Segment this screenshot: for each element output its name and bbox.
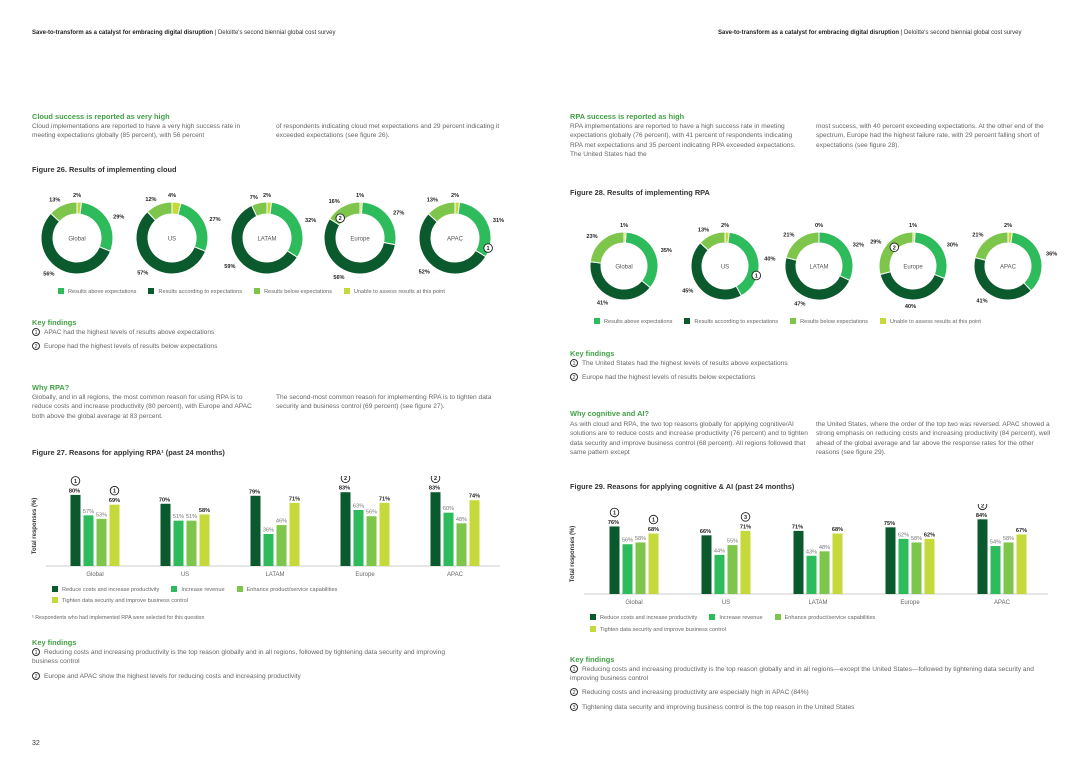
marker-number: 1	[754, 273, 758, 280]
legend-item	[709, 615, 762, 621]
donut-slice	[1011, 232, 1042, 291]
key-finding-item	[570, 359, 1030, 368]
donut-value-label: 57%	[137, 270, 149, 277]
bar-value-label: 71%	[378, 496, 391, 503]
donut-value-label: 27%	[393, 210, 405, 217]
bar-value-label: 69%	[108, 498, 121, 505]
bar-value-label: 57%	[82, 508, 95, 515]
key-finding-item	[32, 328, 492, 337]
why-cognitive-body-col1: As with cloud and RPA, the two top reasons globally for applying cognitive/AI solutions are to reduce costs and increase productivity (76 percent) and to tighten data security and improve business control (68 percent). All regions followed that same pattern except	[570, 421, 808, 457]
bar-value-label: 63%	[352, 503, 365, 510]
legend-label: Results according to expectations	[694, 319, 779, 325]
donut-value-label: 27%	[209, 216, 221, 223]
donut-value-label: 59%	[224, 263, 236, 270]
finding-number: 1	[32, 328, 40, 336]
bar-value-label: 58%	[1002, 535, 1015, 542]
key-finding-item	[570, 373, 1030, 382]
legend-item	[148, 289, 242, 295]
legend-label: Results below expectations	[800, 319, 868, 325]
legend-swatch	[171, 586, 177, 592]
x-tick-label: Europe	[355, 572, 375, 578]
bar-value-label: 53%	[95, 512, 108, 519]
bar-value-label: 62%	[923, 532, 936, 539]
bar-value-label: 74%	[468, 493, 481, 500]
bar-value-label: 80%	[68, 488, 81, 495]
finding-number: 2	[570, 373, 578, 381]
donut-value-label: 2%	[72, 193, 82, 199]
legend-swatch	[590, 614, 596, 620]
finding-text: Europe had the highest levels of results below expectations	[582, 374, 756, 381]
bar-value-label: 84%	[975, 512, 988, 519]
finding-number: 1	[570, 665, 578, 673]
finding-number: 1	[32, 648, 40, 656]
header-separator: |	[214, 30, 217, 36]
donut-center-label: Global	[68, 236, 86, 243]
bar	[1017, 534, 1027, 594]
x-tick-label: LATAM	[265, 572, 285, 578]
donut-value-label: 41%	[596, 300, 609, 307]
running-header	[718, 30, 1022, 36]
bar-value-label: 83%	[428, 485, 441, 492]
donut-value-label: 1%	[355, 193, 365, 199]
why-cognitive-body-col2: the United States, where the order of the top two was reversed. APAC showed a strong emphasis on reducing costs and increasing productivity (84 percent), well ahead of the global average and far above the response rates for the other reasons (see figure 29).	[816, 421, 1051, 457]
donut-value-label: 2%	[1003, 223, 1013, 229]
donut-center-label: Europe	[903, 264, 923, 271]
bar-value-label: 68%	[647, 527, 660, 534]
cloud-body-col1: Cloud implementations are reported to have a very high success rate in meeting expectations globally (85 percent), with 56 percent	[32, 123, 241, 140]
donut-slice	[625, 232, 658, 288]
finding-text: Europe and APAC show the highest levels for reducing costs and increasing productivity	[44, 673, 301, 680]
finding-number: 1	[570, 359, 578, 367]
bar-value-label: 51%	[172, 514, 185, 521]
donut-value-label: 23%	[586, 233, 598, 240]
x-tick-label: US	[180, 572, 190, 578]
bar-value-label: 60%	[442, 506, 455, 513]
donut-value-label: 2%	[720, 223, 730, 229]
legend-swatch	[590, 626, 596, 632]
bar	[431, 492, 441, 566]
finding-number: 2	[570, 688, 578, 696]
bar	[470, 500, 480, 566]
legend-label: Tighten data security and improve business control	[600, 627, 727, 633]
donut-value-label: 35%	[660, 248, 672, 255]
bar	[728, 545, 738, 594]
donut-value-label: 29%	[870, 239, 882, 246]
bar-value-label: 46%	[275, 518, 288, 525]
donut-center-label: LATAM	[257, 236, 277, 243]
marker-number: 1	[73, 478, 78, 485]
legend-label: Unable to assess results at this point	[353, 289, 445, 295]
legend-label: Increase revenue	[719, 615, 763, 621]
figure26-donut-chart	[30, 188, 510, 284]
bar	[991, 546, 1001, 594]
bar-value-label: 55%	[726, 538, 739, 545]
marker-number: 3	[743, 514, 748, 521]
bar-value-label: 66%	[699, 528, 712, 535]
bar-value-label: 71%	[791, 524, 804, 531]
key-finding-item	[32, 648, 452, 667]
bar	[264, 534, 274, 566]
legend-item	[880, 319, 981, 325]
y-axis-label: Total responses (%)	[32, 497, 38, 555]
bar	[715, 555, 725, 594]
bar-value-label: 48%	[455, 516, 468, 523]
bar	[899, 539, 909, 594]
marker-number: 2	[433, 476, 438, 483]
key-findings-heading: Key findings	[32, 638, 77, 647]
donut-value-label: 32%	[852, 242, 864, 249]
legend-label: Tighten data security and improve business control	[62, 598, 189, 604]
bar	[636, 542, 646, 594]
bar	[702, 535, 712, 594]
legend-swatch	[684, 318, 690, 324]
bar	[251, 496, 261, 566]
bar	[1004, 542, 1014, 594]
legend-item	[594, 319, 672, 325]
donut-value-label: 2%	[450, 193, 460, 199]
bar-value-label: 70%	[158, 497, 171, 504]
bar-value-label: 76%	[607, 519, 620, 526]
donut-value-label: 47%	[794, 301, 806, 308]
donut-center-label: Europe	[350, 236, 370, 243]
donut-value-label: 1%	[908, 223, 918, 229]
bar	[649, 534, 659, 594]
header-title: Save-to-transform as a catalyst for embracing digital disruption	[718, 30, 900, 36]
key-finding-item	[570, 665, 1060, 684]
bar	[84, 515, 94, 566]
donut-value-label: 40%	[904, 303, 917, 310]
bar-value-label: 56%	[621, 537, 634, 544]
donut-value-label: 21%	[783, 232, 795, 239]
bar-value-label: 58%	[910, 535, 923, 542]
bar	[187, 521, 197, 566]
donut-value-label: 12%	[145, 196, 157, 203]
marker-number: 2	[343, 476, 348, 483]
bar	[161, 504, 171, 566]
legend-item	[775, 615, 876, 621]
cloud-heading: Cloud success is reported as very high	[32, 112, 170, 121]
bar-value-label: 67%	[1015, 527, 1028, 534]
legend-item	[790, 319, 868, 325]
legend-item	[237, 587, 338, 593]
bar-value-label: 56%	[365, 509, 378, 516]
donut-slice	[880, 272, 945, 300]
why-rpa-body-col1: Globally, and in all regions, the most common reason for using RPA is to reduce costs and increase productivity (80 percent), with Europe and APAC both above the global average at 83 percent.	[32, 394, 252, 420]
finding-number: 3	[570, 703, 578, 711]
legend-swatch	[344, 288, 350, 294]
header-title: Save-to-transform as a catalyst for embracing digital disruption	[32, 30, 214, 36]
bar	[623, 544, 633, 594]
finding-text: Europe had the highest levels of results below expectations	[44, 343, 218, 350]
bar	[110, 505, 120, 566]
bar	[354, 510, 364, 566]
key-finding-item	[570, 703, 1050, 712]
donut-value-label: 32%	[305, 218, 317, 225]
figure29-bar-chart	[566, 504, 1060, 610]
bar-value-label: 44%	[713, 548, 726, 555]
marker-number: 1	[651, 517, 656, 524]
donut-value-label: 4%	[167, 193, 177, 199]
donut-slice	[270, 202, 303, 257]
legend-swatch	[237, 586, 243, 592]
rpa-body-col1: RPA implementations are reported to have a high success rate in meeting expectations globally (76 percent), with 41 percent of respondents indicating RPA met expectations and 35 percent indicating RPA exceeded expectations. The United States had the	[570, 123, 796, 159]
figure27-bar-chart	[28, 476, 508, 584]
marker-number: 1	[612, 510, 617, 517]
bar	[97, 519, 107, 566]
header-subtitle: Deloitte's second biennial global cost survey	[903, 30, 1022, 36]
finding-text: Reducing costs and increasing productivity is the top reason globally and in all regions—except the United States—followed by tightening data security and improving business control	[570, 666, 1034, 683]
donut-center-label: Global	[615, 264, 633, 271]
donut-slice	[691, 243, 741, 300]
legend-label: Increase revenue	[181, 587, 225, 593]
legend-label: Results below expectations	[264, 289, 332, 295]
donut-value-label: 13%	[697, 227, 710, 234]
finding-text: APAC had the highest levels of results above expectations	[44, 329, 215, 336]
donut-value-label: 31%	[492, 217, 505, 224]
bar	[457, 523, 467, 566]
legend-label: Results according to expectations	[158, 289, 243, 295]
finding-text: Reducing costs and increasing productivity is the top reason globally and in all regions, followed by tightening data security and improving business control	[32, 649, 445, 666]
bar	[820, 551, 830, 594]
finding-text: Reducing costs and increasing productivity are especially high in APAC (84%)	[582, 689, 809, 696]
legend-swatch	[148, 288, 154, 294]
donut-value-label: 30%	[946, 242, 958, 249]
cloud-body-col2: of respondents indicating cloud met expectations and 29 percent indicating it exceeded expectations (see figure 26).	[276, 123, 500, 140]
bar	[886, 527, 896, 594]
key-findings-heading: Key findings	[570, 349, 615, 358]
donut-slice	[178, 203, 208, 251]
donut-slice	[330, 202, 360, 225]
rpa-body-col2: most success, with 40 percent exceeding expectations. At the other end of the spectrum, Europe had the highest failure rate, with 29 percent falling short of expectations (see figure 28).	[816, 123, 1044, 149]
donut-center-label: LATAM	[809, 264, 829, 271]
donut-value-label: 16%	[328, 199, 340, 206]
donut-center-label: APAC	[447, 236, 463, 243]
donut-value-label: 29%	[113, 214, 125, 221]
legend-item	[52, 587, 159, 593]
donut-value-label: 2%	[262, 193, 272, 199]
bar	[290, 503, 300, 566]
key-finding-item	[570, 688, 1050, 697]
x-tick-label: APAC	[447, 572, 463, 578]
bar	[341, 492, 351, 566]
marker-number: 2	[892, 245, 896, 252]
legend-label: Reduce costs and increase productivity	[62, 587, 160, 593]
bar	[200, 514, 210, 566]
bar	[912, 542, 922, 594]
donut-value-label: 36%	[1046, 251, 1058, 258]
legend-item	[58, 289, 136, 295]
legend-label: Unable to assess results at this point	[889, 319, 981, 325]
bar	[444, 513, 454, 566]
donut-value-label: 56%	[333, 275, 345, 282]
bar-value-label: 83%	[338, 485, 351, 492]
x-tick-label: Global	[625, 600, 643, 606]
running-header	[32, 30, 336, 36]
figure28-title: Figure 28. Results of implementing RPA	[570, 188, 710, 197]
donut-value-label: 1%	[619, 223, 629, 229]
donut-center-label: APAC	[1000, 264, 1016, 271]
figure26-legend	[58, 288, 457, 295]
donut-value-label: 40%	[764, 256, 776, 263]
bar-value-label: 71%	[739, 524, 752, 531]
legend-swatch	[58, 288, 64, 294]
donut-value-label: 0%	[814, 223, 824, 229]
bar	[794, 531, 804, 594]
legend-item	[254, 289, 332, 295]
donut-slice	[728, 232, 759, 296]
bar	[174, 521, 184, 566]
marker-number: 1	[112, 488, 117, 495]
bar-value-label: 62%	[897, 532, 910, 539]
header-subtitle: Deloitte's second biennial global cost survey	[217, 30, 336, 36]
y-axis-label: Total responses (%)	[570, 525, 576, 583]
bar	[380, 503, 390, 566]
bar-value-label: 75%	[883, 520, 896, 527]
legend-swatch	[709, 614, 715, 620]
marker-number: 1	[486, 246, 490, 253]
donut-value-label: 45%	[682, 288, 694, 295]
figure27-legend	[52, 585, 472, 607]
key-findings-heading: Key findings	[32, 318, 77, 327]
marker-number: 2	[980, 504, 985, 510]
bar	[925, 539, 935, 594]
footnote: ¹ Respondents who had implemented RPA were selected for this question	[32, 615, 205, 621]
why-rpa-body-col2: The second-most common reason for implementing RPA is to tighten data security and business control (69 percent) (see figure 27).	[276, 394, 492, 411]
donut-value-label: 13%	[49, 197, 61, 204]
donut-slice	[80, 202, 113, 251]
figure27-title: Figure 27. Reasons for applying RPA¹ (past 24 months)	[32, 448, 225, 457]
rpa-heading: RPA success is reported as high	[570, 112, 685, 121]
finding-number: 2	[32, 342, 40, 350]
why-cognitive-heading: Why cognitive and AI?	[570, 409, 649, 418]
donut-value-label: 56%	[43, 271, 55, 278]
legend-item	[590, 615, 697, 621]
x-tick-label: US	[721, 600, 731, 606]
legend-swatch	[52, 586, 58, 592]
bar-value-label: 71%	[288, 496, 301, 503]
finding-text: Tightening data security and improving business control is the top reason in the United States	[582, 704, 855, 711]
legend-item	[590, 627, 726, 633]
donut-center-label: US	[167, 236, 177, 243]
legend-item	[171, 587, 224, 593]
bar-value-label: 58%	[634, 535, 647, 542]
x-tick-label: Global	[86, 572, 104, 578]
bar	[833, 534, 843, 594]
key-findings-heading: Key findings	[570, 655, 615, 664]
donut-value-label: 7%	[249, 195, 258, 202]
donut-center-label: US	[720, 264, 730, 271]
bar	[277, 525, 287, 566]
bar	[610, 526, 620, 594]
finding-text: The United States had the highest levels of results above expectations	[582, 360, 788, 367]
key-finding-item	[32, 672, 472, 681]
x-tick-label: LATAM	[808, 600, 828, 606]
donut-value-label: 41%	[976, 298, 988, 305]
bar-value-label: 36%	[262, 527, 275, 534]
figure26-title: Figure 26. Results of implementing cloud	[32, 165, 177, 174]
legend-swatch	[775, 614, 781, 620]
bar-value-label: 51%	[185, 514, 198, 521]
donut-value-label: 13%	[426, 197, 438, 204]
figure28-legend	[594, 318, 993, 325]
figure29-title: Figure 29. Reasons for applying cognitive & AI (past 24 months)	[570, 482, 795, 491]
bar	[807, 556, 817, 594]
donut-slice	[914, 232, 947, 278]
figure28-donut-chart	[570, 220, 1060, 312]
legend-item	[52, 598, 188, 604]
legend-label: Reduce costs and increase productivity	[600, 615, 698, 621]
legend-swatch	[790, 318, 796, 324]
bar-value-label: 48%	[818, 544, 831, 551]
legend-swatch	[880, 318, 886, 324]
right-page	[540, 0, 1080, 764]
bar-value-label: 79%	[248, 489, 261, 496]
header-separator: |	[900, 30, 903, 36]
donut-value-label: 21%	[972, 232, 984, 239]
donut-value-label: 52%	[418, 269, 430, 276]
figure29-legend	[590, 612, 1010, 636]
legend-swatch	[52, 597, 58, 603]
donut-slice	[819, 232, 853, 280]
legend-swatch	[594, 318, 600, 324]
bar-value-label: 43%	[805, 549, 818, 556]
bar	[367, 516, 377, 566]
marker-number: 2	[338, 216, 342, 223]
key-finding-item	[32, 342, 492, 351]
bar-value-label: 54%	[989, 539, 1002, 546]
x-tick-label: APAC	[994, 600, 1010, 606]
legend-label: Enhance product/service capabilities	[784, 615, 876, 621]
page-number: 32	[32, 740, 40, 747]
x-tick-label: Europe	[900, 600, 920, 606]
bar-value-label: 58%	[198, 507, 211, 514]
legend-label: Results above expectations	[604, 319, 673, 325]
legend-item	[684, 319, 778, 325]
legend-label: Results above expectations	[68, 289, 137, 295]
legend-label: Enhance product/service capabilities	[246, 587, 338, 593]
why-rpa-heading: Why RPA?	[32, 383, 70, 392]
bar-value-label: 68%	[831, 527, 844, 534]
finding-number: 2	[32, 672, 40, 680]
bar	[741, 531, 751, 594]
bar	[71, 495, 81, 566]
legend-swatch	[254, 288, 260, 294]
legend-item	[344, 289, 445, 295]
bar	[978, 519, 988, 594]
